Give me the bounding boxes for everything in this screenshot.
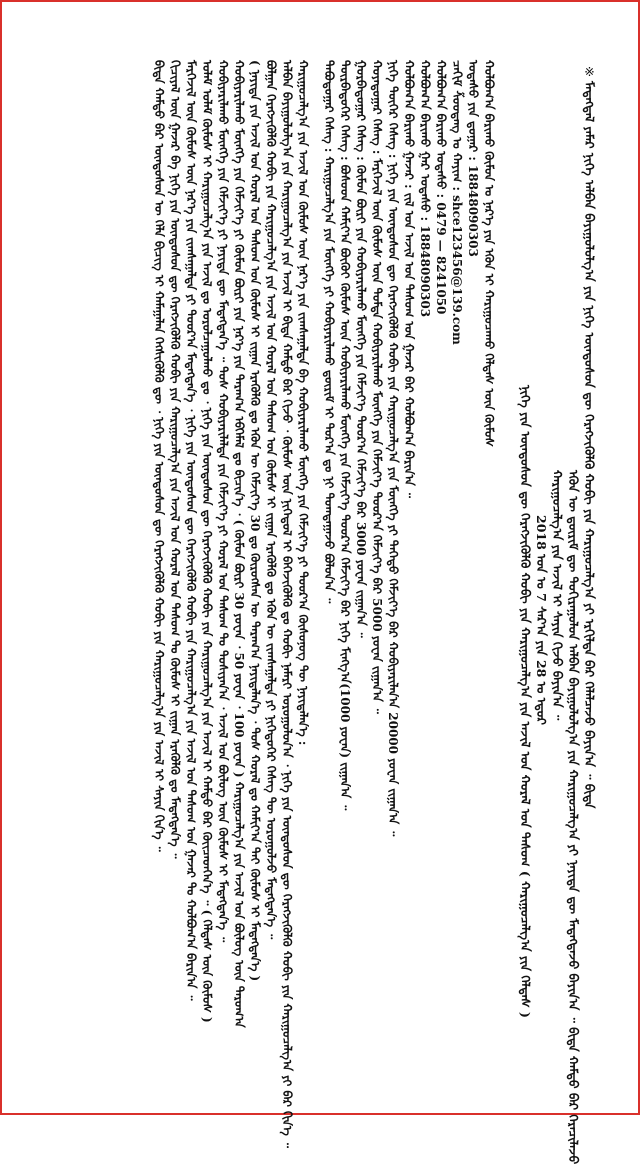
- notice-date: 2018 ᠤᠨ ᠤ 7 ᠰᠠᠷ᠎ᠠ ᠶᠢᠨ 28 ᠤ ᠡᠳᠦᠷ: [534, 515, 549, 725]
- paragraph-intro: ᠬᠠᠷᠢᠭᠤᠴᠠᠯᠭ᠎ᠠ ᠶᠢᠨ ᠠᠵᠢᠯ ᠤᠨ ᠬᠦᠮᠦᠰ ᠦᠨ ᠨᠡᠷ᠎ᠡ ᠶᠢᠨ ᠵᠢᠭᠰᠠᠭᠠᠯᠲᠠ ᠪᠠ ᠬᠤᠪᠢᠶᠠᠷᠢᠯᠠᠬᠤ ᠮᠥᠩᠭᠡ ᠶᠢᠨ ᠬᠡᠮᠵᠢᠶ᠎ᠡ ᠶᠢ ᠳᠣᠣᠷ᠎ᠠ ᠬᠦᠰᠦᠨᠦᠭ ᠲᠦ ᠨᠡᠶᠢᠲᠡᠯᠡᠨ᠎ᠡ :: [296, 60, 310, 746]
- section-five: ᠲᠠᠪᠤᠳᠤᠭᠠᠷ ᠬᠡᠰᠡᠭ : ᠬᠠᠷᠢᠭᠤᠴᠠᠯᠭ᠎ᠠ ᠶᠢᠨ ᠮᠥᠩᠭᠡ ᠶᠢ ᠬᠤᠪᠢᠶᠠᠷᠢᠯᠠᠬᠤ ᠳ᠋ᠦᠷᠢᠮ ᠢ ᠳᠤᠷ᠎ᠠ ᠳᠤ ᠨᠢ ᠲᠣᠭᠲᠠᠭᠠᠵᠤ ᠪᠣᠯᠤᠨ᠎ᠠ ᠃: [322, 60, 336, 604]
- paragraph-line-7: ᠮᠡᠷᠭᠡᠵᠢᠯ ᠦᠨ ᠬᠦᠮᠦᠰ ᠦᠨ ᠨᠡᠷ᠎ᠡ ᠶᠢᠨ ᠵᠢᠭᠰᠠᠭᠠᠯᠲᠠ ᠶᠢ ᠳᠣᠣᠷ᠎ᠠ ᠮᠡᠳᠡᠭᠳᠡᠨ᠎ᠡ ᠂ ᠨᠢᠭᠡ ᠶᠢᠨ ᠦᠨᠳᠦᠰᠦᠨ ᠳᠦ ᠬᠡᠷᠡᠭᠵᠢᠭᠦᠯᠬᠦ ᠬᠤᠪᠢ ᠶᠢᠨ ᠬᠠᠷᠢᠭᠤᠴᠠᠯᠭ᠎ᠠ ᠶᠢᠨ ᠠᠵᠢᠯ ᠤᠨ ᠲᠠᠰᠤᠭ ᠤᠨ ᠭᠠᠵᠠᠷ ᠲᠤ ᠬᠤᠯᠪᠤᠭ᠎ᠠ ᠪᠠᠷᠢᠨ᠎ᠠ ᠃: [184, 60, 198, 1001]
- paragraph-line-5: ᠬᠤᠪᠢᠶᠠᠷᠢᠯᠠᠬᠤ ᠮᠥᠩᠭᠡ ᠶᠢᠨ ᠬᠡᠮᠵᠢᠶ᠎ᠡ ᠶᠢ ᠨᠡᠶᠢᠲᠡ ᠳᠦ ᠮᠡᠳᠡᠭᠳᠡᠨ᠎ᠡ ᠃ ᠲᠤᠰ ᠬᠤᠪᠢᠶᠠᠷᠢᠯᠠᠯᠲᠠ ᠶᠢᠨ ᠬᠡᠮᠵᠢᠶ᠎ᠡ ᠶᠢ ᠬᠤᠷᠠᠯ ᠤᠨ ᠲᠠᠰᠤᠭ ᠲᠤ ᠲᠤᠰᠢᠶᠠᠨ᠎ᠠ ᠂ ᠠᠵᠢᠯ ᠤᠨ ᠪᠦᠯᠦᠭ ᠦᠨ ᠬᠦᠮᠦᠰ ᠢ ᠮᠡᠳᠡᠭᠳᠡᠨ᠎ᠡ ᠃: [216, 60, 230, 943]
- paragraph-line-6: ᠤᠯᠠᠮ ᠤᠯᠠᠮ ᠬᠦᠮᠦᠰ ᠢ ᠬᠠᠷᠢᠭᠤᠴᠠᠯᠭ᠎ᠠ ᠶᠢᠨ ᠠᠵᠢᠯ ᠳᠤ ᠣᠷᠣᠯᠴᠠᠭᠤᠯᠬᠤ ᠳᠤ ᠂ ᠨᠢᠭᠡ ᠶᠢᠨ ᠦᠨᠳᠦᠰᠦᠨ ᠳᠦ ᠬᠡᠷᠡᠭᠵᠢᠭᠦᠯᠬᠦ ᠬᠤᠪᠢ ᠶᠢᠨ ᠬᠠᠷᠢᠭᠤᠴᠠᠯᠭ᠎ᠠ ᠶᠢᠨ ᠠᠵᠢᠯ ᠢ ᠬᠠᠮᠲᠤ ᠪᠠᠷ ᠭᠦᠢᠴᠡᠳᠭᠡᠨ᠎ᠡ ᠃ ( ᠬᠡᠯᠲᠡᠰ ᠦᠨ ᠬᠦᠮᠦᠰ ): [200, 60, 214, 1023]
- paragraph-line-2: ᠪᠣᠯᠭᠠᠨ ᠬᠡᠷᠡᠭᠵᠢᠭᠦᠯᠬᠦ ᠬᠤᠪᠢ ᠶᠢᠨ ᠬᠠᠷᠢᠭᠤᠴᠠᠯᠭ᠎ᠠ ᠶᠢᠨ ᠠᠵᠢᠯ ᠤᠨ ᠬᠤᠷᠠᠯ ᠤᠨ ᠲᠠᠰᠤᠭ ᠤᠨ ᠬᠦᠮᠦᠰ ᠢ ᠵᠢᠭᠠᠨ ᠡᠷᠡᠭᠦᠯᠬᠦ ᠳᠤ ᠡᠭᠦᠨ ᠦ ᠵᠢᠭᠰᠠᠭᠠᠯᠲᠠ ᠶᠢ ᠨᠢᠭᠡᠳᠦᠭᠡᠷ ᠬᠡᠰᠡᠭ ᠲᠦ ᠣᠷᠣᠭᠤᠯᠵᠤ ᠮᠡᠳᠡᠭᠳᠡᠨ᠎ᠡ ᠃: [264, 60, 278, 940]
- contact-mobile: ᠬᠤᠯᠪᠤᠭ᠎ᠠ ᠪᠠᠷᠢᠬᠤ ᠭᠠᠷ ᠤᠲᠠᠰᠤ : 18848090303: [418, 60, 432, 318]
- contact-phone: ᠤᠲᠠᠰᠤ ᠶᠢᠨ ᠳ᠋ᠤᠭᠠᠷ : 18848090303: [466, 60, 480, 257]
- contact-email: ᠴᠠᠬᠢᠮ ᠱᠤᠤᠳᠠᠩ ᠤ ᠬᠠᠶᠢᠭ : shce123456@139.com: [450, 60, 464, 345]
- contact-address: ᠬᠤᠯᠪᠤᠭ᠎ᠠ ᠪᠠᠷᠢᠬᠤ ᠭᠠᠵᠠᠷ : ᠵᠢᠯ ᠤᠨ ᠠᠵᠢᠯ ᠤᠨ ᠲᠠᠰᠤᠭ ᠤᠨ ᠭᠠᠵᠠᠷ ᠪᠠᠷ ᠬᠤᠯᠪᠤᠭ᠎ᠠ ᠪᠠᠷᠢᠨ᠎ᠠ ᠃: [402, 60, 416, 498]
- section-two: ᠬᠤᠶᠠᠳᠤᠭᠠᠷ ᠬᠡᠰᠡᠭ : ᠮᠡᠷᠭᠡᠵᠢᠯ ᠦᠨ ᠬᠦᠮᠦᠰ ᠦᠨ ᠳᠤᠮᠳᠠ ᠬᠤᠪᠢᠶᠠᠷᠢᠯᠠᠬᠤ ᠮᠥᠩᠭᠡ ᠶᠢᠨ ᠬᠡᠮᠵᠢᠶ᠎ᠡ ᠳᠤᠤᠷ᠎ᠠ ᠬᠡᠮᠵᠢᠶ᠎ᠡ ᠪᠡᠷ 5000 ᠶᠤᠸᠠᠨ ᠵᠢᠭᠠᠨ᠎ᠠ ᠃: [370, 60, 384, 714]
- paragraph-line-1: ᠠᠯᠪᠠᠨ ᠪᠠᠶᠢᠭᠤᠯᠤᠯᠭ᠎ᠠ ᠶᠢᠨ ᠬᠠᠷᠢᠭᠤᠴᠠᠯᠭ᠎ᠠ ᠶᠢᠨ ᠠᠵᠢᠯ ᠢ ᠪᠢᠳᠡ ᠬᠠᠮᠲᠤ ᠪᠠᠷ ᠬᠢᠵᠦ ᠂ ᠬᠦᠮᠦᠰ ᠦᠨ ᠨᠢᠭᠡᠳᠦᠯ ᠢ ᠪᠡᠬᠡᠵᠢᠭᠦᠯᠬᠦ ᠳᠤ ᠬᠤᠪᠢ ᠨᠡᠮᠡᠷᠢ ᠣᠷᠣᠭᠤᠯᠤᠨ᠎ᠠ ᠂ ᠨᠢᠭᠡ ᠶᠢᠨ ᠦᠨᠳᠦᠰᠦᠨ ᠳᠦ ᠬᠡᠷᠡᠭᠵᠢᠭᠦᠯᠬᠦ ᠬᠤᠪᠢ ᠶᠢᠨ ᠬᠠᠷᠢᠭᠤᠴᠠᠯᠭ᠎ᠠ ᠶᠢ ᠪᠠᠷ ᠬᠢᠨ᠎ᠡ ᠃: [280, 60, 294, 1148]
- notice-intro-continued: ᠡᠭᠦᠨ ᠦ ᠳ᠋ᠦᠷᠢᠮ ᠳᠦ ᠲᠤᠬᠢᠷᠠᠭᠤᠯᠤᠨ ᠠᠯᠪᠠᠨ ᠪᠠᠶᠢᠭᠤᠯᠤᠯᠭ᠎ᠠ ᠶᠢᠨ ᠬᠠᠷᠢᠭᠤᠴᠠᠯᠭ᠎ᠠ ᠶᠢ ᠨᠡᠶᠢᠲᠡ ᠳᠦ ᠮᠡᠳᠡᠭᠳᠡᠵᠦ ᠪᠠᠶᠢᠨ᠎ᠠ ᠃ ᠪᠢᠳᠡ ᠬᠠᠮᠲᠤ ᠪᠠᠷ ᠭᠡᠷᠡᠴᠢᠯᠡᠵᠦ: [566, 470, 581, 1164]
- section-one: ᠨᠢᠭᠡ ᠳᠦᠭᠡᠷ ᠬᠡᠰᠡᠭ : ᠨᠢᠭᠡ ᠶᠢᠨ ᠦᠨᠳᠦᠰᠦᠨ ᠳᠦ ᠬᠡᠷᠡᠭᠵᠢᠭᠦᠯᠬᠦ ᠬᠤᠪᠢ ᠶᠢᠨ ᠬᠠᠷᠢᠭᠤᠴᠠᠯᠭ᠎ᠠ ᠶᠢᠨ ᠮᠥᠩᠭᠡ ᠶᠢ ᠳᠡᠭᠡᠳᠦ ᠬᠡᠮᠵᠢᠶ᠎ᠡ ᠪᠡᠷ ᠬᠤᠪᠢᠶᠠᠷᠢᠯᠠᠨ᠎ᠠ 20000 ᠶᠤᠸᠠᠨ ᠵᠢᠭᠠᠨ᠎ᠠ ᠃: [386, 60, 400, 837]
- section-four: ᠳᠥᠷᠪᠡᠳᠦᠭᠡᠷ ᠬᠡᠰᠡᠭ : ᠪᠤᠰᠤᠳ ᠬᠠᠮᠢᠶ᠎ᠠ ᠪᠦᠬᠦᠢ ᠬᠦᠮᠦᠰ ᠦᠨ ᠬᠤᠪᠢᠶᠠᠷᠢᠯᠠᠬᠤ ᠮᠥᠩᠭᠡ ᠶᠢᠨ ᠬᠡᠮᠵᠢᠶ᠎ᠡ ᠳᠤᠤᠷ᠎ᠠ ᠬᠡᠮᠵᠢᠶ᠎ᠡ ᠪᠡᠷ ᠨᠢᠭᠡ ᠮᠢᠩᠭ᠎ᠠ(1000 ᠶᠤᠸᠠᠨ) ᠵᠢᠭᠠᠨ᠎ᠠ ᠃: [338, 60, 352, 811]
- contact-office-phone: ᠬᠤᠯᠪᠤᠭ᠎ᠠ ᠪᠠᠷᠢᠬᠤ ᠤᠲᠠᠰᠤ : 0479 — 8241050: [434, 60, 448, 315]
- reference-mark-icon: ※: [582, 64, 597, 79]
- paragraph-line-3: ( ᠨᠡᠶᠢᠲᠡ ᠶᠢᠨ ᠠᠵᠢᠯ ᠤᠨ ᠬᠤᠷᠠᠯ ᠤᠨ ᠲᠠᠰᠤᠭ ᠤᠨ ᠬᠦᠮᠦᠰ ᠢ ᠵᠢᠭᠠᠨ ᠡᠷᠡᠭᠦᠯᠬᠦ ᠳᠤ ᠡᠭᠦᠨ ᠦ ᠬᠡᠮᠵᠢᠶ᠎ᠡ 30 ᠳᠤ ᠭᠦᠷᠦᠭᠰᠡᠨ ᠦ ᠳᠠᠷᠠᠭ᠎ᠠ ᠨᠡᠶᠢᠲᠡᠯᠡᠨ᠎ᠡ ᠂ ᠲᠤᠰ ᠬᠤᠷᠠᠯ ᠳᠤ ᠬᠠᠮᠢᠶ᠎ᠠ ᠲᠠᠢ ᠬᠦᠮᠦᠰ ᠢ ᠮᠡᠳᠡᠭᠳᠡᠨ᠎ᠡ ): [248, 60, 262, 982]
- notice-intro-end: ᠬᠠᠷᠢᠭᠤᠴᠠᠯᠭ᠎ᠠ ᠶᠢᠨ ᠠᠵᠢᠯ ᠢ ᠰᠠᠶᠢᠨ ᠬᠢᠵᠦ ᠪᠠᠶᠢᠨ᠎ᠠ ᠃: [550, 470, 565, 721]
- notice-heading-text: ᠮᠡᠳᠡᠭᠳᠡᠯ ᠶᠠᠮᠠᠷ ᠨᠢᠭᠡ ᠠᠯᠪᠠᠨ ᠪᠠᠶᠢᠭᠤᠯᠤᠯᠭ᠎ᠠ ᠶᠢᠨ ᠨᠢᠭᠡ ᠦᠨᠳᠦᠰᠦᠨ ᠳᠦ ᠬᠡᠷᠡᠭᠵᠢᠭᠦᠯᠬᠦ ᠬᠤᠪᠢ ᠶᠢᠨ ᠬᠠᠷᠢᠭᠤᠴᠠᠯᠭ᠎ᠠ ᠶᠢ ᠡᠷᠭᠢᠯᠳᠡ ᠪᠠᠷ ᠬᠡᠯᠡᠯᠴᠡᠵᠦ ᠪᠠᠶᠢᠨ᠎ᠠ ᠃ ᠪᠢᠳᠡ: [582, 81, 597, 809]
- notice-heading: [582, 64, 597, 944]
- paragraph-line-9: ᠪᠢᠳᠡ ᠬᠠᠮᠲᠤ ᠪᠠᠷ ᠦᠨᠳᠦᠰᠦᠨ ᠦ ᠬᠡᠯᠡ ᠪᠢᠴᠢᠭ ᠢ ᠬᠠᠮᠠᠭᠠᠯᠠᠨ ᠬᠡᠭᠰᠢᠭᠦᠯᠬᠦ ᠳᠦ ᠂ ᠨᠢᠭᠡ ᠶᠢᠨ ᠦᠨᠳᠦᠰᠦᠨ ᠳᠦ ᠬᠡᠷᠡᠭᠵᠢᠭᠦᠯᠬᠦ ᠬᠤᠪᠢ ᠶᠢᠨ ᠬᠠᠷᠢᠭᠤᠴᠠᠯᠭ᠎ᠠ ᠶᠢᠨ ᠠᠵᠢᠯ ᠢ ᠰᠠᠶᠢᠨ ᠬᠢᠨ᠎ᠡ ᠃: [152, 60, 166, 852]
- paragraph-line-4: ᠬᠤᠪᠢᠶᠠᠷᠢᠯᠠᠬᠤ ᠮᠥᠩᠭᠡ ᠶᠢᠨ ᠬᠡᠮᠵᠢᠶ᠎ᠡ ᠶᠢ ᠬᠦᠮᠦᠨ ᠪᠦᠷᠢ ᠶᠢᠨ ᠨᠡᠷ᠎ᠡ ᠶᠢᠨ ᠳᠠᠷᠠᠭ᠎ᠠ ᠡᠪᠬᠡᠮᠡᠯ ᠳᠤ ᠪᠢᠴᠢᠨ᠎ᠡ ᠂ ( ᠬᠦᠮᠦᠨ ᠪᠦᠷᠢ 30 ᠶᠤᠸᠠᠨ ᠂ 50 ᠶᠤᠸᠠᠨ ᠂ 100 ᠶᠤᠸᠠᠨ ) ᠬᠠᠷᠢᠭᠤᠴᠠᠯᠭ᠎ᠠ ᠶᠢᠨ ᠠᠵᠢᠯ ᠤᠨ ᠪᠦᠯᠦᠭ ᠦᠨ ᠳᠠᠷᠤᠭ᠎ᠠ: [232, 60, 246, 1028]
- section-three: ᠭᠤᠷᠪᠠᠳᠤᠭᠠᠷ ᠬᠡᠰᠡᠭ : ᠬᠦᠮᠦᠨ ᠪᠦᠷᠢ ᠶᠢᠨ ᠬᠤᠪᠢᠶᠠᠷᠢᠯᠠᠬᠤ ᠮᠥᠩᠭᠡ ᠶᠢᠨ ᠬᠡᠮᠵᠢᠶ᠎ᠡ ᠳᠤᠤᠷ᠎ᠠ ᠬᠡᠮᠵᠢᠶ᠎ᠡ ᠪᠡᠷ 3000 ᠶᠤᠸᠠᠨ ᠵᠢᠭᠠᠨ᠎ᠠ ᠃: [354, 60, 368, 638]
- paragraph-line-8: ᠬᠢᠴᠢᠶᠡᠯ ᠦᠨ ᠭᠠᠵᠠᠷ ᠪᠠ ᠨᠢᠭᠡ ᠶᠢᠨ ᠦᠨᠳᠦᠰᠦᠨ ᠳᠦ ᠬᠡᠷᠡᠭᠵᠢᠭᠦᠯᠬᠦ ᠬᠤᠪᠢ ᠶᠢᠨ ᠬᠠᠷᠢᠭᠤᠴᠠᠯᠭ᠎ᠠ ᠶᠢᠨ ᠠᠵᠢᠯ ᠤᠨ ᠬᠤᠷᠠᠯ ᠤᠨ ᠲᠠᠰᠤᠭ ᠲᠤ ᠬᠦᠮᠦᠰ ᠢ ᠵᠢᠭᠠᠨ ᠡᠷᠡᠭᠦᠯᠬᠦ ᠳᠤ ᠮᠡᠳᠡᠭᠳᠡᠨ᠎ᠡ ᠃: [168, 60, 182, 859]
- contact-heading: ᠬᠤᠯᠪᠤᠭ᠎ᠠ ᠪᠠᠷᠢᠬᠤ ᠬᠦᠮᠦᠨ ᠤ ᠨᠡᠷ᠎ᠡ ᠶᠢᠨ ᠡᠭᠦᠨ ᠢ ᠬᠠᠷᠢᠭᠤᠴᠠᠬᠤ ᠬᠡᠯᠲᠡᠰ ᠦᠨ ᠬᠦᠮᠦᠰ: [482, 60, 496, 447]
- notice-issuer: ᠨᠢᠭᠡ ᠶᠢᠨ ᠦᠨᠳᠦᠰᠦᠨ ᠳᠦ ᠬᠡᠷᠡᠭᠵᠢᠭᠦᠯᠬᠦ ᠬᠤᠪᠢ ᠶᠢᠨ ᠬᠠᠷᠢᠭᠤᠴᠠᠯᠭ᠎ᠠ ᠶᠢᠨ ᠠᠵᠢᠯ ᠤᠨ ᠬᠤᠷᠠᠯ ᠤᠨ ᠲᠠᠰᠤᠭ ( ᠬᠠᠷᠢᠭᠤᠴᠠᠯᠭ᠎ᠠ ᠶᠢᠨ ᠬᠡᠯᠲᠡᠰ ): [518, 385, 533, 1018]
